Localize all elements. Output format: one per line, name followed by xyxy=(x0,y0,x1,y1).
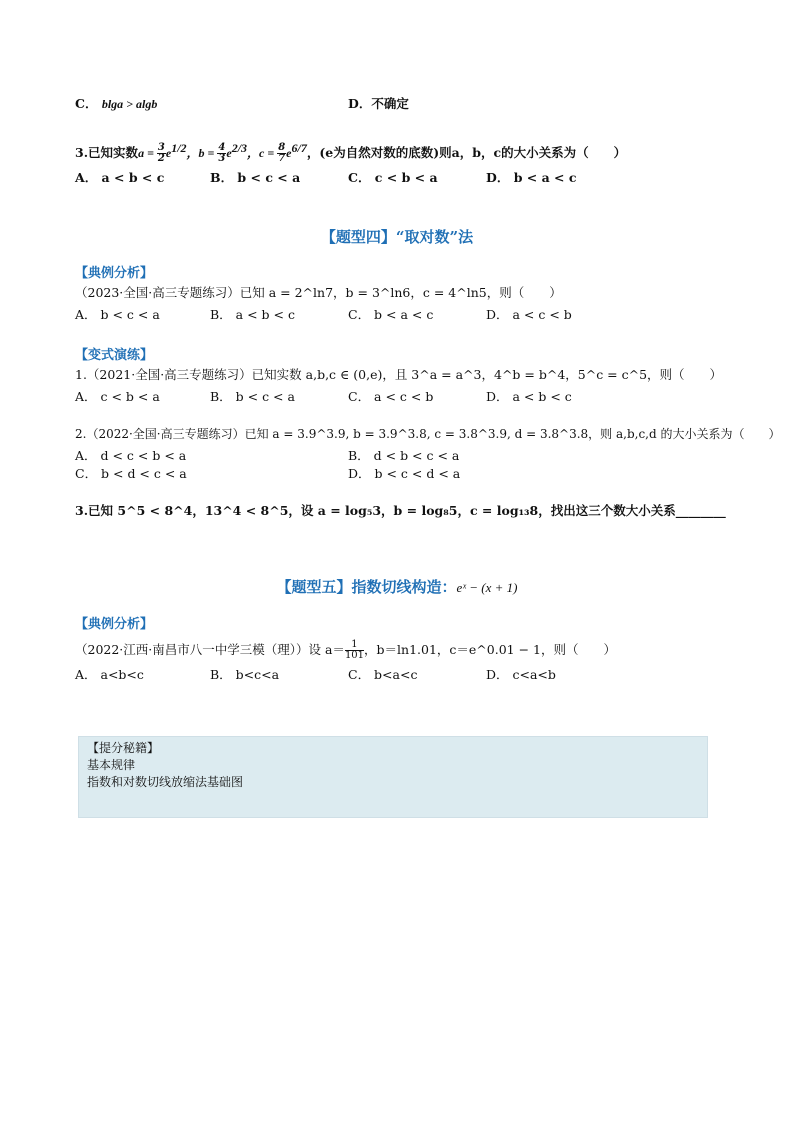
section4-example-label: 【典例分析】 xyxy=(75,266,154,281)
tips-title: 【提分秘籍】 xyxy=(87,741,160,755)
tips-line1: 基本规律 xyxy=(87,758,136,772)
section4-example-opt-b: B． a < b < c xyxy=(210,307,295,322)
practice-q2-opt-b: B． d < b < c < a xyxy=(348,448,460,463)
practice-q2: 2.（2022·全国·高三专题练习）已知 a = 3.9^3.9, b = 3.9^3.8, c = 3.8^3.9, d = 3.8^3.8，则 a,b,c,d 的大小关系为（ ） xyxy=(75,427,781,441)
practice-q1: 1.（2021·全国·高三专题练习）已知实数 a,b,c ∈ (0,e)，且 3^a = a^3，4^b = b^4，5^c = c^5，则（ ） xyxy=(75,367,723,382)
section4-example-question: （2023·全国·高三专题练习）已知 a = 2^ln7，b = 3^ln6，c = 4^ln5，则（ ） xyxy=(75,285,562,300)
tips-box xyxy=(78,736,708,818)
practice-q3: 3.已知 5^5 < 8^4，13^4 < 8^5，设 a = log₅3，b = log₈5，c = log₁₃8，找出这三个数大小关系________ xyxy=(75,503,726,518)
q3-option-c: C． c < b < a xyxy=(348,170,438,185)
section4-example-opt-d: D． a < c < b xyxy=(486,307,572,322)
section5-title-expr: eˣ − (x + 1) xyxy=(456,580,518,595)
section5-example-opt-c: C． b<a<c xyxy=(348,667,418,682)
practice-q1-opt-a: A． c < b < a xyxy=(75,389,160,404)
q3-option-b: B． b < c < a xyxy=(210,170,301,185)
section4-practice-label: 【变式演练】 xyxy=(75,348,154,363)
section5-example-opt-b: B． b<c<a xyxy=(210,667,280,682)
option-d: D．不确定 xyxy=(348,96,409,111)
section5-example-label: 【典例分析】 xyxy=(75,617,154,632)
practice-q2-opt-c: C． b < d < c < a xyxy=(75,466,187,481)
section5-example-opt-a: A． a<b<c xyxy=(75,667,144,682)
q3-option-d: D． b < a < c xyxy=(486,170,577,185)
section5-example-question: （2022·江西·南昌市八一中学三模（理））设 a＝ $\frac{1}{101}$ ，b＝ln1.01，c＝e^0.01 − 1，则（ ） xyxy=(75,639,616,661)
section4-example-opt-c: C． b < a < c xyxy=(348,307,434,322)
tips-line2: 指数和对数切线放缩法基础图 xyxy=(87,775,244,789)
section4-title: 【题型四】“取对数”法 xyxy=(320,228,474,246)
practice-q2-opt-a: A． d < c < b < a xyxy=(75,448,187,463)
section5-example-opt-d: D． c<a<b xyxy=(486,667,556,682)
practice-q2-opt-d: D． b < c < d < a xyxy=(348,466,461,481)
option-c-expr: blga > algb xyxy=(101,97,158,111)
q3-stem: 3.已知实数a = $\frac{3}{2}$ $e^{1/2}$，b = $\frac{4}{3}$ $e^{2/3}$，c = $\frac{8}{7}$ $e^{6/7}$，(e为自然对数的底数)则a，b，c的大小关系为（ ） xyxy=(75,141,627,165)
practice-q1-opt-b: B． b < c < a xyxy=(210,389,295,404)
option-c: C． blga > algb xyxy=(75,96,158,111)
section5-title: 【题型五】指数切线构造：eˣ − (x + 1) xyxy=(276,578,518,596)
section4-example-opt-a: A． b < c < a xyxy=(75,307,160,322)
practice-q1-opt-d: D． a < b < c xyxy=(486,389,572,404)
q3-option-a: A． a < b < c xyxy=(75,170,165,185)
practice-q1-opt-c: C． a < c < b xyxy=(348,389,434,404)
